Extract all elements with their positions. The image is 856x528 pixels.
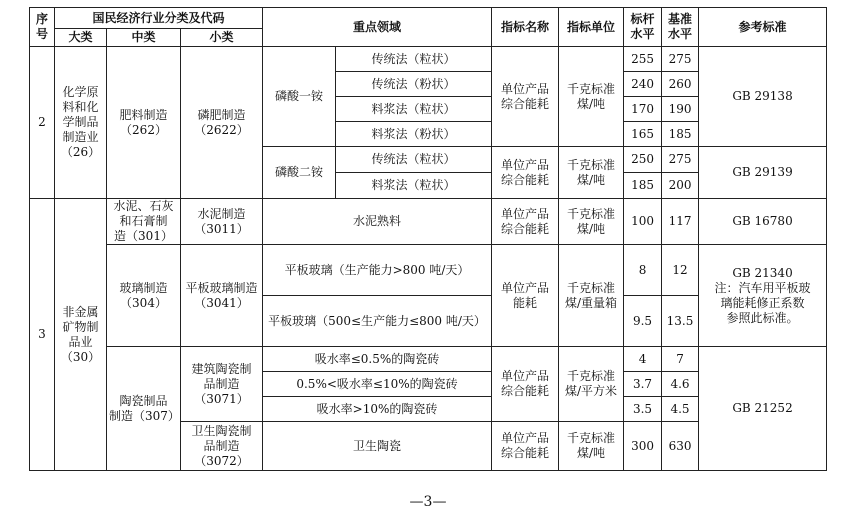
unit-cell: 千克标准 煤/吨 <box>559 47 624 147</box>
row-seq-2: 2 <box>30 47 55 199</box>
baseline-cell: 4.5 <box>662 397 699 422</box>
field-cell: 吸水率>10%的陶瓷砖 <box>263 397 492 422</box>
major-chemical: 化学原 料和化 学制品 制造业 （26） <box>55 47 107 199</box>
standard-cell: GB 29139 <box>699 147 827 199</box>
process-cell: 料浆法（粒状） <box>336 173 492 199</box>
unit-cell: 千克标准 煤/平方米 <box>559 347 624 422</box>
major-nonmetallic: 非金属 矿物制 品业 （30） <box>55 199 107 471</box>
field-cell: 平板玻璃（500≤生产能力≤800 吨/天） <box>263 296 492 347</box>
baseline-cell: 190 <box>662 97 699 122</box>
benchmark-cell: 100 <box>624 199 662 245</box>
header-unit: 指标单位 <box>559 8 624 47</box>
benchmark-cell: 300 <box>624 422 662 471</box>
process-cell: 料浆法（粒状） <box>336 97 492 122</box>
baseline-cell: 4.6 <box>662 372 699 397</box>
indicator-cell: 单位产品 综合能耗 <box>492 199 559 245</box>
indicator-cell: 单位产品 综合能耗 <box>492 147 559 199</box>
benchmark-cell: 170 <box>624 97 662 122</box>
header-minor: 小类 <box>181 29 263 47</box>
field-sanitary-ceramic: 卫生陶瓷 <box>263 422 492 471</box>
benchmark-cell: 9.5 <box>624 296 662 347</box>
header-standard: 参考标准 <box>699 8 827 47</box>
process-cell: 传统法（粒状） <box>336 147 492 173</box>
process-cell: 料浆法（粉状） <box>336 122 492 147</box>
middle-glass: 玻璃制造 （304） <box>107 245 181 347</box>
baseline-cell: 260 <box>662 72 699 97</box>
unit-cell: 千克标准 煤/吨 <box>559 147 624 199</box>
field-cell: 0.5%<吸水率≤10%的陶瓷砖 <box>263 372 492 397</box>
benchmark-cell: 4 <box>624 347 662 372</box>
header-major: 大类 <box>55 29 107 47</box>
middle-ceramic: 陶瓷制品 制造（307） <box>107 347 181 471</box>
page-number: —3— <box>409 494 447 510</box>
benchmark-cell: 250 <box>624 147 662 173</box>
header-industry: 国民经济行业分类及代码 <box>55 8 263 29</box>
unit-cell: 千克标准 煤/吨 <box>559 199 624 245</box>
benchmark-cell: 3.7 <box>624 372 662 397</box>
benchmark-cell: 3.5 <box>624 397 662 422</box>
baseline-cell: 275 <box>662 147 699 173</box>
header-indicator: 指标名称 <box>492 8 559 47</box>
baseline-cell: 185 <box>662 122 699 147</box>
benchmark-cell: 240 <box>624 72 662 97</box>
standard-cell: GB 21340 注：汽车用平板玻 璃能耗修正系数 参照此标准。 <box>699 245 827 347</box>
middle-fertilizer: 肥料制造 （262） <box>107 47 181 199</box>
indicator-cell: 单位产品 能耗 <box>492 245 559 347</box>
unit-cell: 千克标准 煤/吨 <box>559 422 624 471</box>
indicator-cell: 单位产品 综合能耗 <box>492 347 559 422</box>
product-mono-ammonium: 磷酸一铵 <box>263 47 336 147</box>
minor-sanitary-ceramic: 卫生陶瓷制 品制造 （3072） <box>181 422 263 471</box>
benchmark-cell: 185 <box>624 173 662 199</box>
standard-cell: GB 16780 <box>699 199 827 245</box>
baseline-cell: 12 <box>662 245 699 296</box>
field-cell: 吸水率≤0.5%的陶瓷砖 <box>263 347 492 372</box>
standard-cell: GB 21252 <box>699 347 827 471</box>
indicator-cell: 单位产品 综合能耗 <box>492 422 559 471</box>
indicator-cell: 单位产品 综合能耗 <box>492 47 559 147</box>
header-benchmark: 标杆 水平 <box>624 8 662 47</box>
field-cell: 平板玻璃（生产能力>800 吨/天） <box>263 245 492 296</box>
benchmark-cell: 255 <box>624 47 662 72</box>
row-seq-3: 3 <box>30 199 55 471</box>
baseline-cell: 117 <box>662 199 699 245</box>
standard-cell: GB 29138 <box>699 47 827 147</box>
benchmark-cell: 165 <box>624 122 662 147</box>
field-cement-clinker: 水泥熟料 <box>263 199 492 245</box>
energy-benchmark-table <box>29 7 827 471</box>
baseline-cell: 7 <box>662 347 699 372</box>
minor-phosphate: 磷肥制造 （2622） <box>181 47 263 199</box>
middle-cement: 水泥、石灰 和石膏制 造（301） <box>107 199 181 245</box>
baseline-cell: 200 <box>662 173 699 199</box>
process-cell: 传统法（粒状） <box>336 47 492 72</box>
baseline-cell: 630 <box>662 422 699 471</box>
product-di-ammonium: 磷酸二铵 <box>263 147 336 199</box>
header-middle: 中类 <box>107 29 181 47</box>
benchmark-cell: 8 <box>624 245 662 296</box>
minor-cement: 水泥制造 （3011） <box>181 199 263 245</box>
header-baseline: 基准 水平 <box>662 8 699 47</box>
minor-flat-glass: 平板玻璃制造 （3041） <box>181 245 263 347</box>
minor-building-ceramic: 建筑陶瓷制 品制造 （3071） <box>181 347 263 422</box>
process-cell: 传统法（粉状） <box>336 72 492 97</box>
unit-cell: 千克标准 煤/重量箱 <box>559 245 624 347</box>
baseline-cell: 275 <box>662 47 699 72</box>
header-field: 重点领域 <box>263 8 492 47</box>
baseline-cell: 13.5 <box>662 296 699 347</box>
header-seq: 序 号 <box>30 8 55 47</box>
